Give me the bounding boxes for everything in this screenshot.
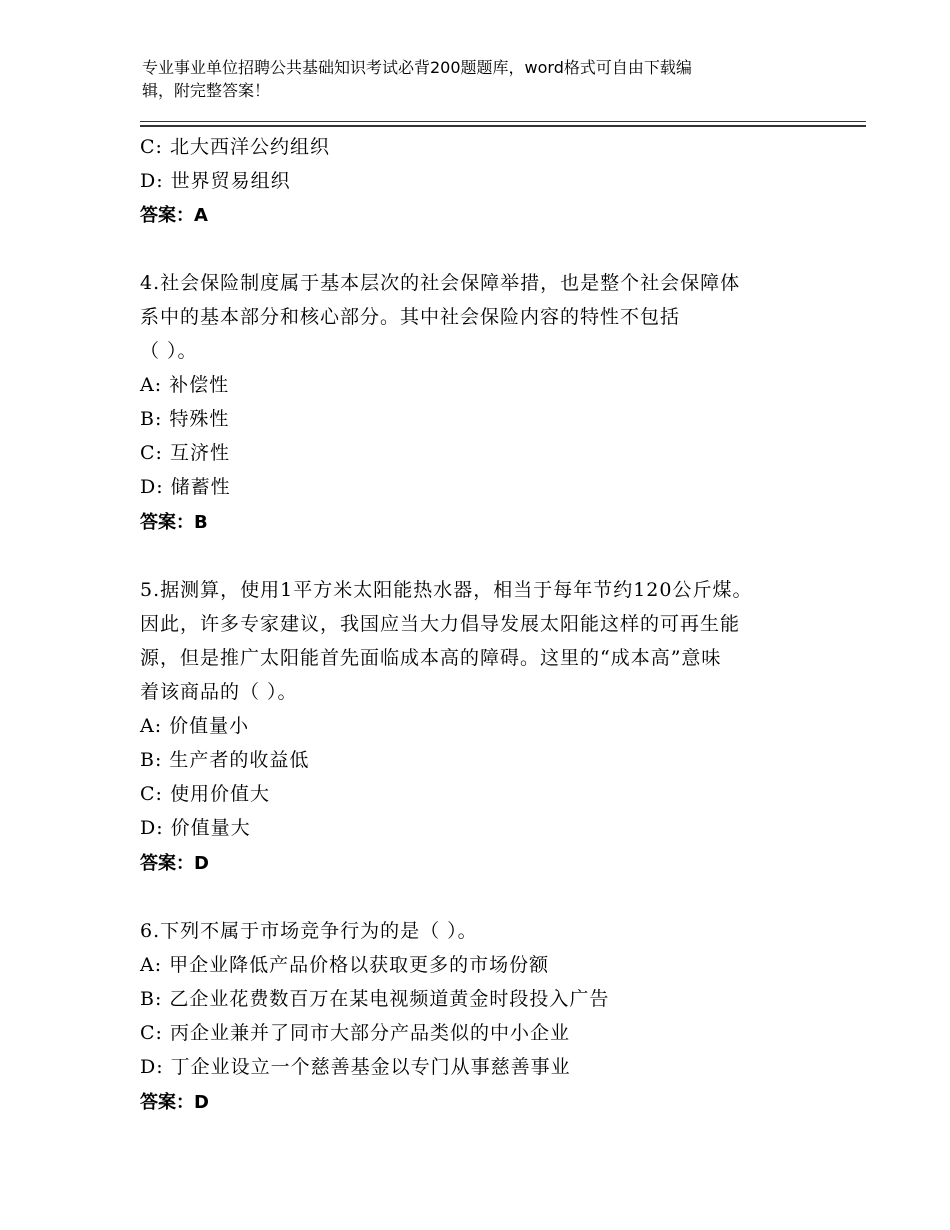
q4-option-c: C: 互济性 [140,442,230,464]
header-line-1: 专业事业单位招聘公共基础知识考试必背200题题库，word格式可自由下载编 [142,58,692,77]
q4-answer: 答案：B [140,512,208,533]
header-line-2: 辑，附完整答案！ [142,81,271,100]
q4-option-d: D: 储蓄性 [140,476,231,498]
q5-option-a: A: 价值量小 [140,715,250,737]
q4-option-b: B: 特殊性 [140,408,230,430]
q5-stem-line-4: 着该商品的（ ）。 [140,681,298,703]
q4-stem-line-1: 4.社会保险制度属于基本层次的社会保障举措，也是整个社会保障体 [140,272,741,294]
document-header [142,56,802,102]
q6-option-b: B: 乙企业花费数百万在某电视频道黄金时段投入广告 [140,988,610,1010]
q4-option-a: A: 补偿性 [140,374,230,396]
q6-answer: 答案：D [140,1092,209,1113]
q5-option-b: B: 生产者的收益低 [140,749,310,771]
q3-option-d: D: 世界贸易组织 [140,170,291,192]
q6-stem-line-1: 6.下列不属于市场竞争行为的是（ ）。 [140,920,478,942]
header-divider-thin [140,121,866,122]
q3-answer: 答案：A [140,205,208,226]
q6-option-a: A: 甲企业降低产品价格以获取更多的市场份额 [140,954,550,976]
q6-option-d: D: 丁企业设立一个慈善基金以专门从事慈善事业 [140,1056,571,1078]
q5-stem-line-1: 5.据测算，使用1平方米太阳能热水器，相当于每年节约120公斤煤。 [140,579,753,601]
q3-option-c: C: 北大西洋公约组织 [140,136,330,158]
q5-option-c: C: 使用价值大 [140,783,270,805]
q6-option-c: C: 丙企业兼并了同市大部分产品类似的中小企业 [140,1022,570,1044]
q5-option-d: D: 价值量大 [140,817,251,839]
q5-stem-line-3: 源，但是推广太阳能首先面临成本高的障碍。这里的“成本高”意味 [140,647,722,669]
q4-stem-line-2: 系中的基本部分和核心部分。其中社会保险内容的特性不包括 [140,306,681,328]
q4-stem-line-3: （ ）。 [140,340,198,362]
header-divider-thick [140,125,866,127]
q5-stem-line-2: 因此，许多专家建议，我国应当大力倡导发展太阳能这样的可再生能 [140,613,741,635]
q5-answer: 答案：D [140,853,209,874]
